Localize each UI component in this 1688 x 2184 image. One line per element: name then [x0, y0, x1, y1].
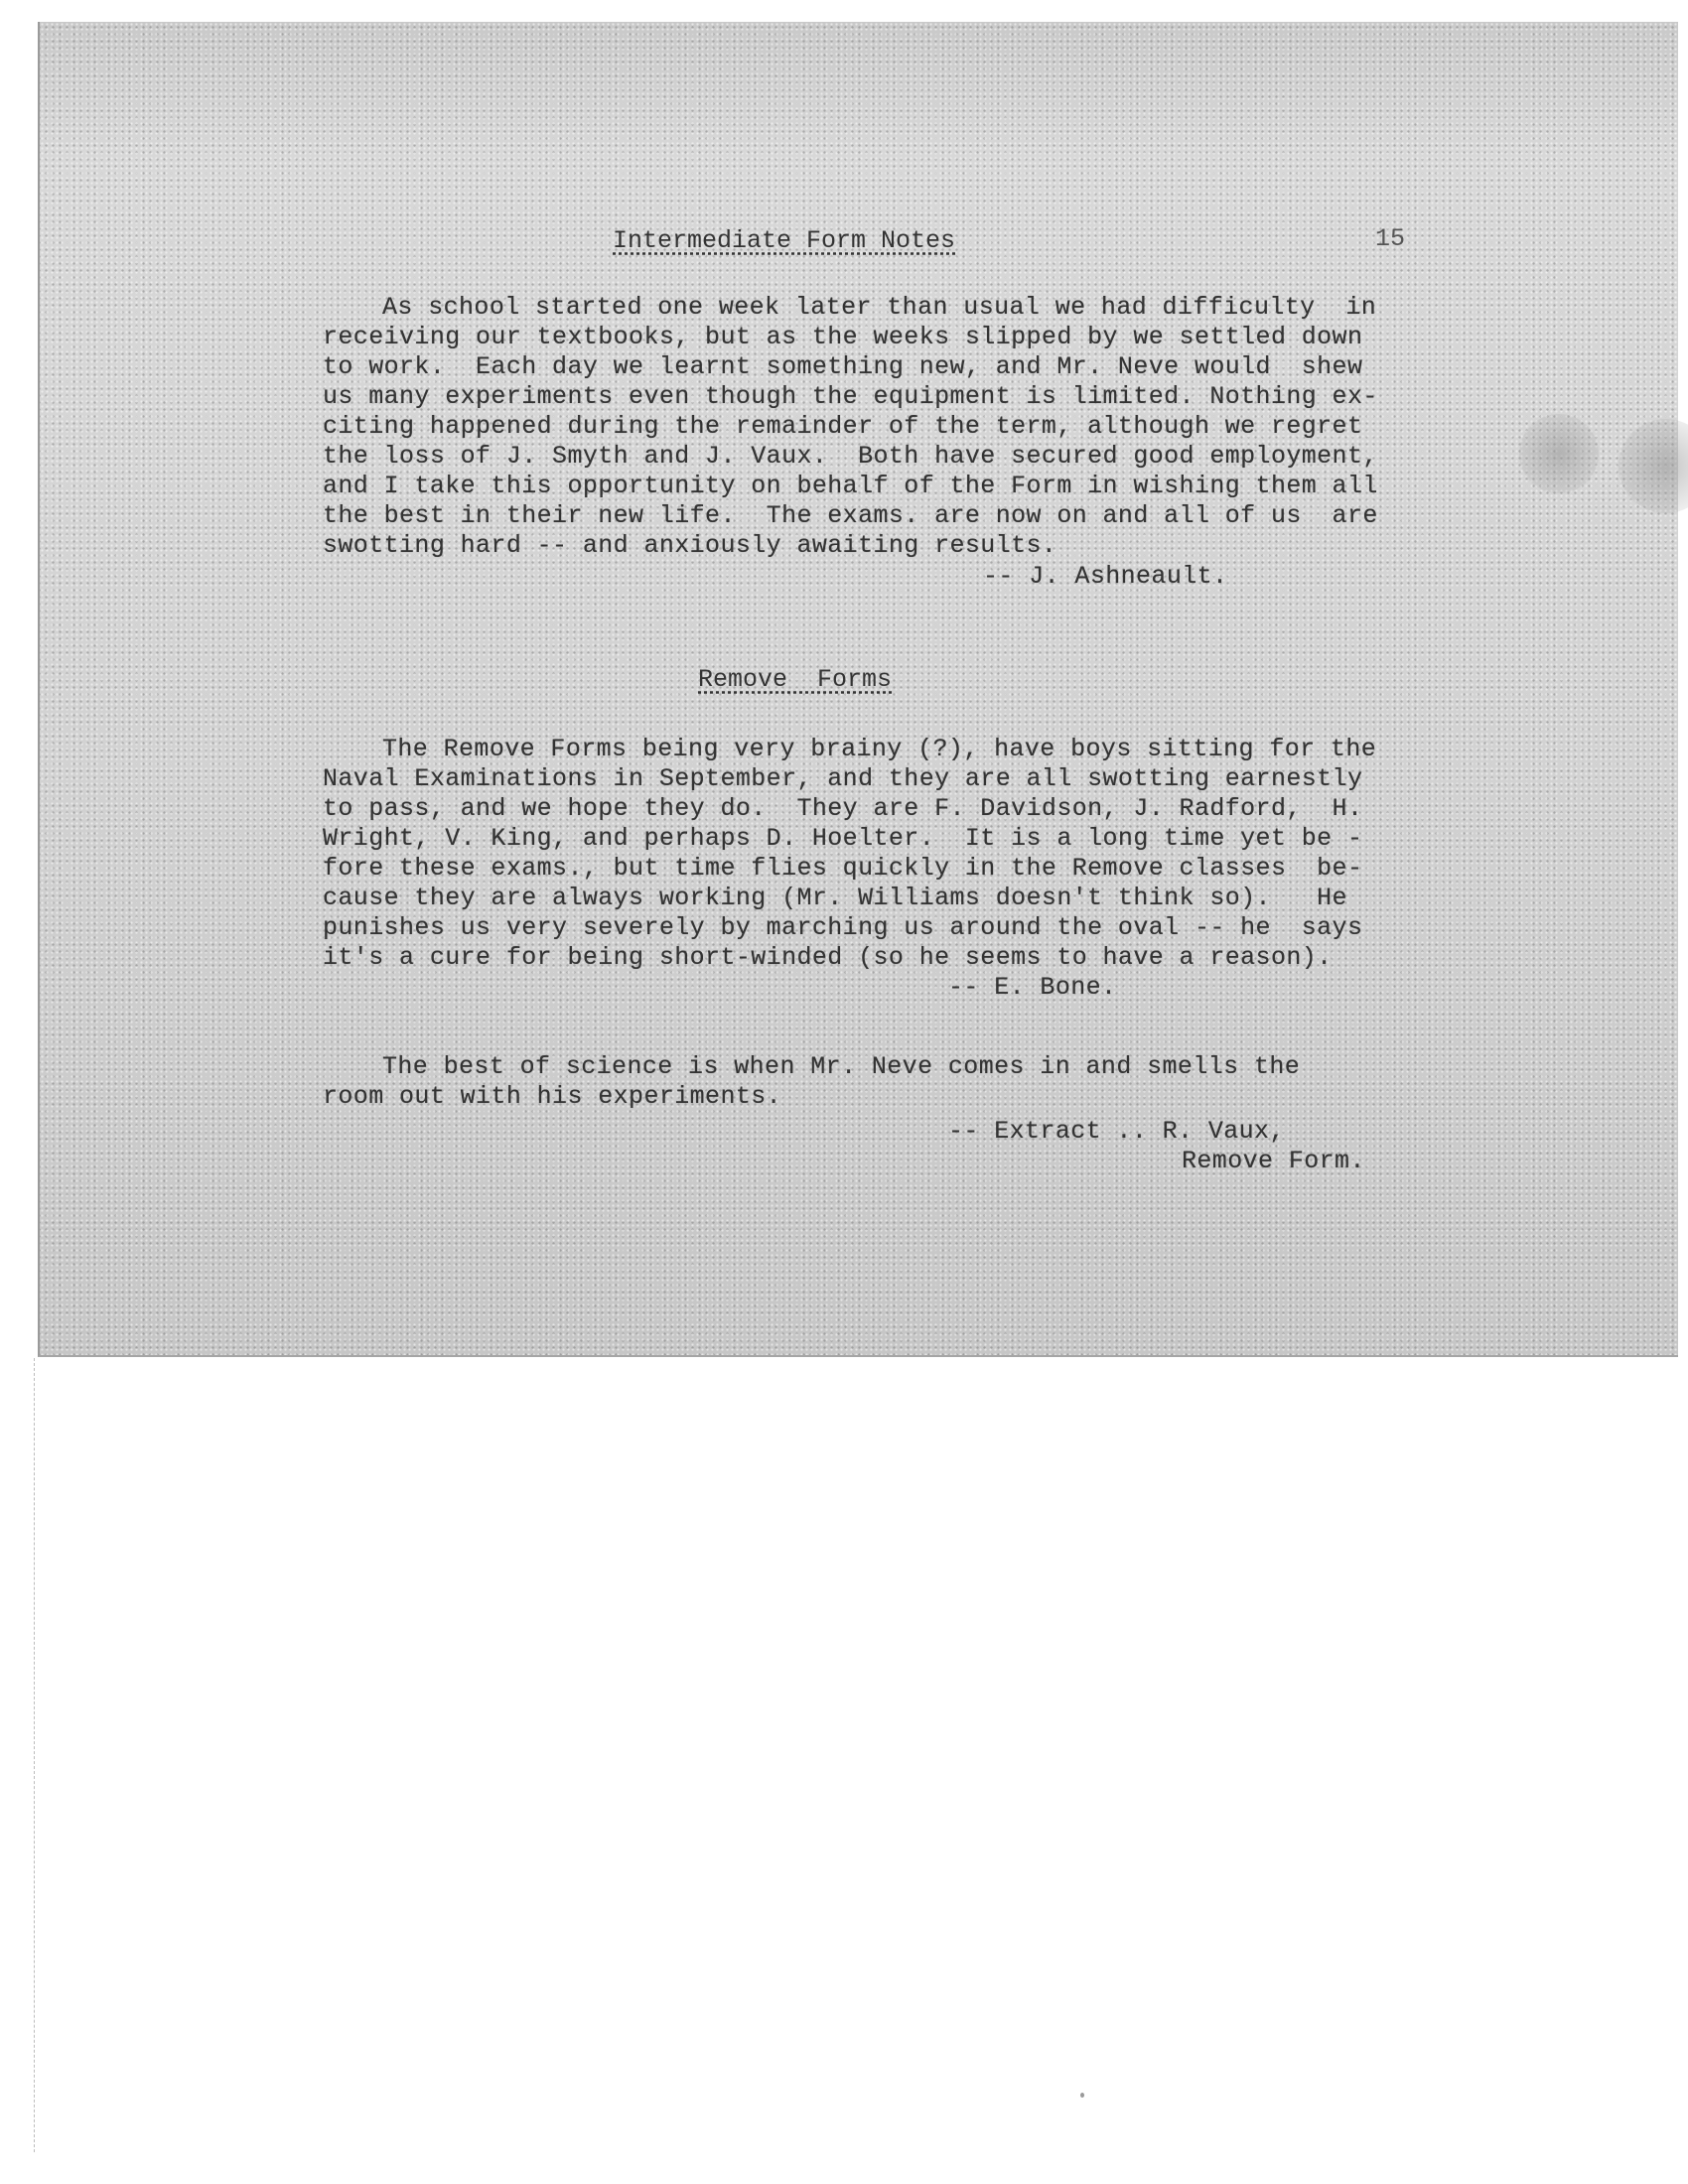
- text-line: fore these exams., but time flies quickly in the Remove classes be-: [323, 854, 1363, 883]
- author-signature: -- E. Bone.: [948, 973, 1117, 1002]
- text-line: punishes us very severely by marching us around the oval -- he says: [323, 913, 1363, 942]
- text-line: it's a cure for being short-winded (so he seems to have a reason).: [323, 943, 1333, 972]
- paper-stain: [1519, 414, 1599, 493]
- text-line: As school started one week later than usual we had difficulty in: [382, 293, 1377, 322]
- text-line: Wright, V. King, and perhaps D. Hoelter. It is a long time yet be -: [323, 824, 1363, 853]
- text-line: The best of science is when Mr. Neve comes in and smells the: [382, 1052, 1301, 1081]
- text-line: to work. Each day we learnt something new, and Mr. Neve would shew: [323, 352, 1363, 381]
- author-signature: -- J. Ashneault.: [983, 562, 1228, 591]
- text-line: citing happened during the remainder of the term, although we regret: [323, 412, 1363, 441]
- text-line: The Remove Forms being very brainy (?), have boys sitting for the: [382, 735, 1377, 763]
- text-line: us many experiments even though the equipment is limited. Nothing ex-: [323, 382, 1378, 411]
- paper-stain: [1618, 419, 1688, 513]
- intermediate-form-heading: Intermediate Form Notes: [613, 226, 956, 255]
- text-line: and I take this opportunity on behalf of the Form in wishing them all: [323, 472, 1378, 500]
- text-line: swotting hard -- and anxiously awaiting results.: [323, 531, 1057, 560]
- text-line: the loss of J. Smyth and J. Vaux. Both have secured good employment,: [323, 442, 1378, 471]
- text-line: the best in their new life. The exams. are now on and all of us are: [323, 501, 1378, 530]
- text-line: cause they are always working (Mr. Williams doesn't think so). He: [323, 884, 1347, 912]
- speck-mark: [1080, 2093, 1084, 2098]
- author-signature: -- Extract .. R. Vaux,: [948, 1117, 1285, 1146]
- text-line: room out with his experiments.: [323, 1082, 782, 1111]
- page-number: 15: [1375, 224, 1406, 253]
- author-form: Remove Form.: [1182, 1147, 1365, 1175]
- text-line: to pass, and we hope they do. They are F. Davidson, J. Radford, H.: [323, 794, 1363, 823]
- text-line: Naval Examinations in September, and they are all swotting earnestly: [323, 764, 1363, 793]
- remove-forms-heading: Remove Forms: [698, 665, 893, 694]
- text-line: receiving our textbooks, but as the weeks slipped by we settled down: [323, 323, 1363, 351]
- page-edge-trace: [34, 1358, 35, 2152]
